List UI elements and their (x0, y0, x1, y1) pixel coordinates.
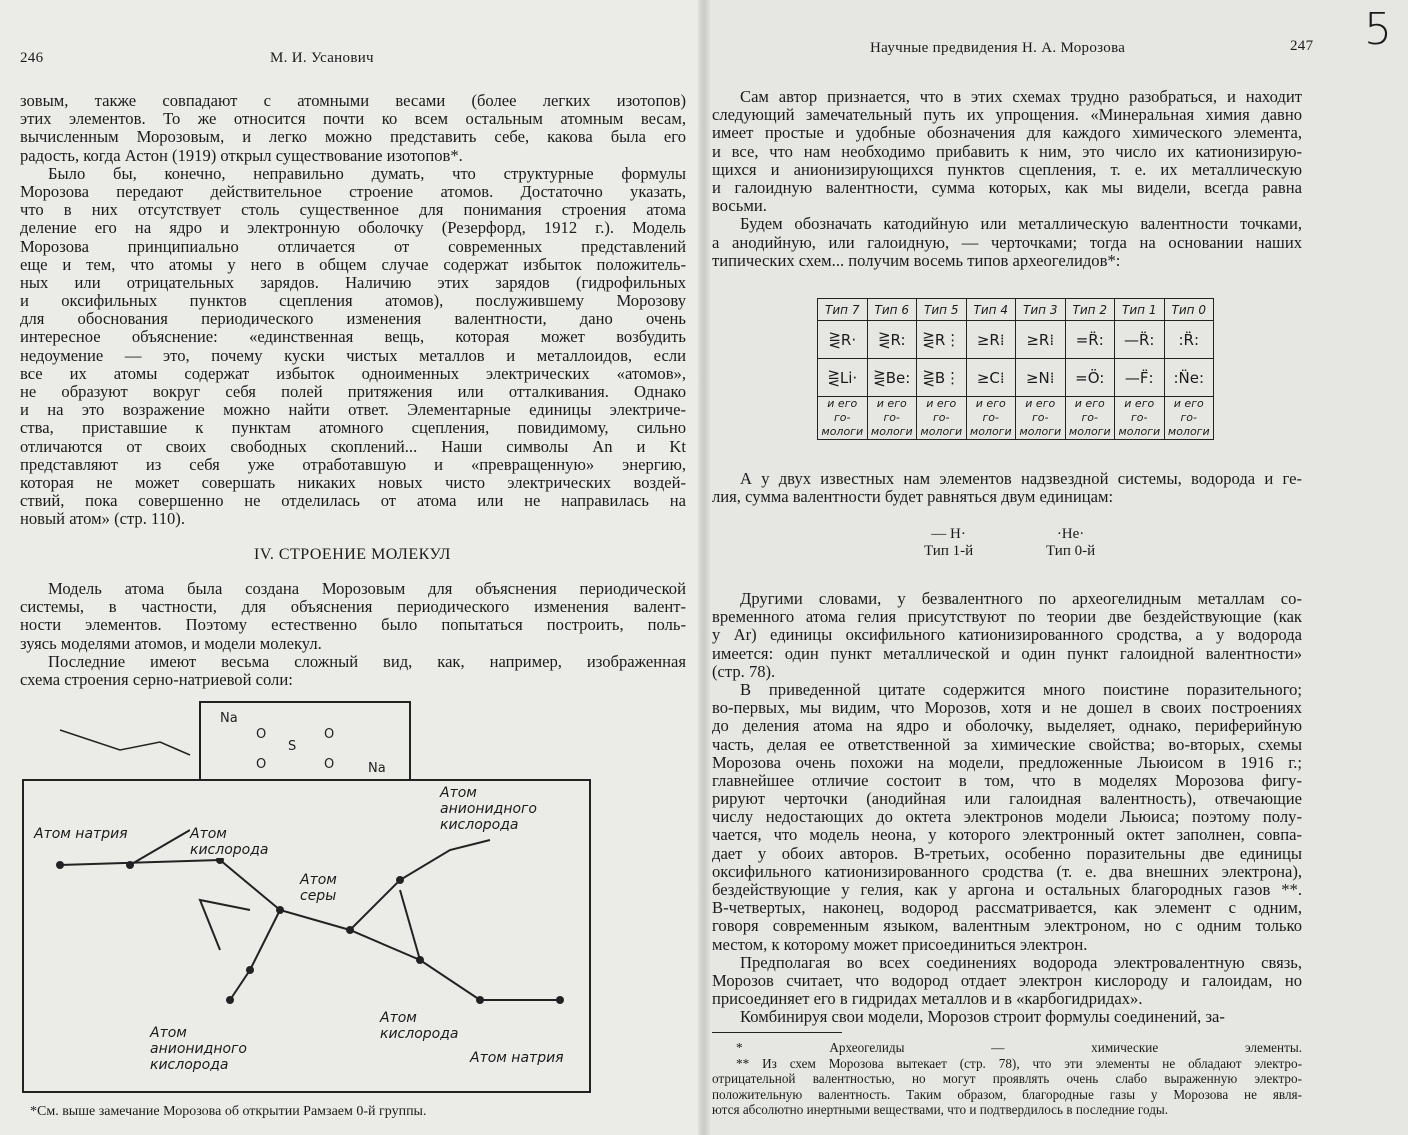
hydrogen-type: Тип 1-й (924, 543, 974, 559)
archeogelide-types-table (817, 298, 1214, 440)
label-anionic-oxygen-atom-2: Атом анионидного кислорода (150, 1025, 260, 1073)
table-cell: ≥N⁞ (1016, 359, 1066, 397)
formula-o: O (256, 727, 267, 742)
text-line: Модель атома была создана Морозовым для объяснения периодической (48, 580, 686, 598)
table-row (818, 299, 1214, 321)
formula-o: O (324, 727, 335, 742)
text-line: Будем обозначать катодийную или металлическую валентности точками, (740, 215, 1302, 234)
text-line: временного атома гелия присутствуют по теории две бездействующие (как (712, 608, 1302, 627)
text-line: Морозова очень похожи на модели, предложенные Льюисом в 1916 г.; (712, 753, 1302, 772)
table-cell: Тип 5 (917, 299, 967, 321)
text-line: А у двух известных нам элементов надзвездной системы, водорода и ге- (740, 470, 1302, 488)
table-cell: Тип 3 (1016, 299, 1066, 321)
table-cell: ⋛Li· (818, 359, 868, 397)
page-number: 246 (20, 50, 44, 66)
text-line: а анодийную, или галоидную, — черточками; тогда на основании наших (712, 233, 1302, 252)
table-row (818, 359, 1214, 397)
table-cell: Тип 7 (818, 299, 868, 321)
text-line: этих элементов. То же относится почти ко всем остальным атомным весам, (20, 110, 686, 129)
text-line: недоумение — это, почему куски чистых металлов и металлоидов, если (20, 346, 686, 365)
formula-o: O (324, 757, 335, 772)
text-line: дает у обоих авторов. В-третьих, особенно поразительны две единицы (712, 844, 1302, 863)
bond-chain (230, 910, 280, 1000)
table-row (818, 321, 1214, 359)
text-line: у Ar) единицы оксифильного катионизированного сродства, а у водорода (712, 626, 1302, 645)
footnote-divider (712, 1032, 842, 1033)
text-line: ности элементов. Поэтому естественно было попытаться построить, поль- (20, 616, 686, 635)
table-cell: ≥R⁞ (966, 321, 1016, 359)
text-line: радость, когда Астон (1919) открыл существование изотопов*. (20, 146, 463, 165)
text-line: В-четвертых, наконец, водород рассматривается, как элемент с одним, (712, 899, 1302, 918)
text-line: ** Из схем Морозова вытекает (стр. 78), что эти элементы не обладают электро- (736, 1055, 1302, 1071)
text-line: не образуют вокруг себя полей притяжения или отталкивания. Однако (20, 383, 686, 401)
text-line: бездействующие у гелия, как у аргона и остальных благородных газов **. (712, 881, 1302, 899)
helium-type: Тип 0-й (1046, 543, 1096, 559)
text-line: восьми. (712, 197, 767, 216)
text-line: схема строения серно-натриевой соли: (20, 670, 293, 689)
page-number: 247 (1290, 38, 1314, 54)
helium-formula (1046, 526, 1095, 560)
text-line: вычисленным Морозовым, и легко можно представить себе, какова была его (20, 128, 686, 147)
text-line: Последние имеют весьма сложный вид, как, например, изображенная (48, 652, 686, 671)
table-cell: =Ö: (1065, 359, 1115, 397)
table-cell: ⋛R⋮ (917, 321, 967, 359)
text-line: еще и тем, что атомы у него в общем случае содержат избыток положитель- (20, 255, 686, 274)
table-cell: ⋛R· (818, 321, 868, 359)
footnotes (712, 1040, 1302, 1118)
text-line: Морозова передают действительное строение атомов. Достаточно указать, (20, 182, 686, 201)
text-line: В приведенной цитате содержится много поистине поразительного; (740, 680, 1302, 699)
table-cell: Тип 6 (867, 299, 917, 321)
text-line: ства, приставшие к пунктам атомного сцепления, повидимому, сильно (20, 419, 686, 438)
text-line: главнейшее отличие состоит в том, что в моделях Морозова фигу- (712, 771, 1302, 790)
table-cell: ≥C⁞ (966, 359, 1016, 397)
bond-chain (350, 840, 490, 930)
label-oxygen-atom-2: Атом кислорода (380, 1010, 459, 1042)
text-line: Морозов считает, что водород отдает электрон кислороду и галоидам, но (712, 971, 1302, 990)
book-gutter (698, 0, 710, 1135)
text-line: зуясь моделями атомов, и модели молекул. (20, 634, 322, 653)
text-line: Морозова принципиально отличается от современных представлений (20, 237, 686, 256)
text-line: и галоидную валентности, сумма которых, как мы видели, всегда равна (712, 178, 1302, 197)
table-cell: Тип 4 (966, 299, 1016, 321)
section-heading: IV. СТРОЕНИЕ МОЛЕКУЛ (254, 546, 451, 563)
text-line: говоря современным языком, валентным электроном, но с одним только (712, 917, 1302, 936)
text-line: имеется: один пункт металлической и один пункт галоидной валентности» (712, 644, 1302, 663)
text-line: местом, к которому может присоединиться электрон. (712, 935, 1088, 954)
text-line: отличаются от своих свободных скоплений... Наши символы An и Kt (20, 437, 686, 456)
text-line: следующий замечательный путь их упрощения. «Минеральная химия давно (712, 106, 1302, 125)
running-head: М. И. Усанович (270, 50, 374, 66)
helium-symbol: ·He· (1056, 526, 1085, 542)
label-oxygen-atom: Атом кислорода (190, 826, 269, 858)
body-text-1 (20, 92, 686, 529)
table-cell: ⋛Be: (867, 359, 917, 397)
formula-na: Na (220, 711, 238, 726)
table-cell: и его го-мологи (917, 397, 967, 440)
table-cell: Тип 2 (1065, 299, 1115, 321)
hydrogen-formula (924, 526, 973, 560)
table-cell: ⋛R: (867, 321, 917, 359)
table-cell: и его го-мологи (867, 397, 917, 440)
body-text-2 (712, 470, 1302, 506)
text-line: которая не может совершать никаких новых чисто электрических воздей- (20, 473, 686, 492)
text-line: отрицательной валентностью, но могут проявлять очень слабо выраженную электро- (712, 1071, 1302, 1086)
bond-chain (200, 900, 250, 950)
right-page (704, 0, 1408, 1135)
text-line: во-первых, мы видим, что Морозов, хотя и не дошел в своих построениях (712, 699, 1302, 718)
table-cell: —R̈: (1115, 321, 1165, 359)
text-line: (стр. 78). (712, 662, 776, 681)
table-cell: ≥R⁞ (1016, 321, 1066, 359)
text-line: ствий, пока совершенно не отделилась от атома или не направилась на (20, 492, 686, 511)
text-line: Другими словами, у безвалентного по археогелидным металлам со- (740, 590, 1302, 608)
table-cell: —F̈: (1115, 359, 1165, 397)
text-line: присоединяет его в гидридах металлов и в «карбогидридах». (712, 990, 1143, 1009)
text-line: Предполагая во всех соединениях водорода электровалентную связь, (740, 953, 1302, 972)
text-line: новый атом» (стр. 110). (20, 510, 185, 529)
text-line: до деления атома на ядро и оболочку, выделяет, однако, периферийную (712, 717, 1302, 736)
text-line: рируют черточки (анодийная или галоидная валентность), отвечающие (712, 790, 1302, 809)
table-cell: =R̈: (1065, 321, 1115, 359)
text-line: Сам автор признается, что в этих схемах трудно разобраться, и находит (740, 88, 1302, 106)
body-text-3 (712, 590, 1302, 1027)
label-anionic-oxygen-atom: Атом анионидного кислорода (440, 785, 555, 833)
text-line: щихся и анионизирующихся пунктов сцепления, т. е. их металлическую (712, 160, 1302, 179)
text-line: и все, что нам необходимо прибавить к ним, это число их катионизирую- (712, 142, 1302, 161)
text-line: оксифильного катионизированного сродства (т. е. два внешних электрона), (712, 862, 1302, 881)
table-cell: и его го-мологи (1115, 397, 1165, 440)
table-cell: Тип 0 (1164, 299, 1214, 321)
table-cell: и его го-мологи (966, 397, 1016, 440)
text-line: имеет простые и удобные обозначения для каждого химического элемента, (712, 124, 1302, 143)
text-line: деление его на ядро и электронную оболочку (Резерфорд, 1912 г.). Модель (20, 219, 686, 238)
text-line: ных или отрицательных зарядов. Наличию этих зарядов (гидрофильных (20, 273, 686, 292)
table-cell: и его го-мологи (1164, 397, 1214, 440)
handwritten-mark: 5 (1364, 4, 1393, 55)
text-line: и оксифильных пунктов сцепления атомов), послужившему Морозову (20, 292, 686, 311)
hydrogen-symbol: — H· (931, 526, 966, 542)
text-line: системы, в частности, для объяснения периодического изменения валент- (20, 598, 686, 617)
table-row (818, 397, 1214, 440)
table-cell: и его го-мологи (1016, 397, 1066, 440)
text-line: и на это возражение можно найти ответ. Элементарные единицы электриче- (20, 401, 686, 420)
text-line: что в них отсутствует столь существенное для понимания строения атома (20, 201, 686, 220)
text-line: лия, сумма валентности будет равняться двум единицам: (712, 488, 1114, 507)
text-line: Комбинируя свои модели, Морозов строит формулы соединений, за- (740, 1008, 1225, 1027)
text-line: чается, что модель неона, у которого электронный октет заполнен, совпа- (712, 826, 1302, 845)
label-sodium-atom: Атом натрия (34, 826, 144, 842)
table-cell: и его го-мологи (818, 397, 868, 440)
formula-s: S (288, 739, 297, 754)
footnote: *См. выше замечание Морозова об открытии Рамзаем 0-й группы. (30, 1104, 427, 1119)
body-text-1 (712, 88, 1302, 270)
table-cell: и его го-мологи (1065, 397, 1115, 440)
text-line: интересное объяснение: «единственная вещь, которая может возбудить (20, 328, 686, 347)
formula-na: Na (368, 761, 386, 776)
table-cell: ⋛B⋮ (917, 359, 967, 397)
text-line: для обоснования периодического изменения валентности, дано очень (20, 310, 686, 329)
table-cell: Тип 1 (1115, 299, 1165, 321)
text-line: представляют из себя уже отработавшую и «превращенную» энергию, (20, 455, 686, 474)
text-line: Было бы, конечно, неправильно думать, что структурные формулы (48, 164, 686, 183)
label-sodium-atom-2: Атом натрия (470, 1050, 570, 1066)
bond-chain (400, 890, 420, 960)
text-line: зовым, также совпадают с атомными весами (более легких изотопов) (20, 92, 686, 110)
text-line: * Археогелиды — химические элементы. (736, 1040, 1302, 1055)
running-head: Научные предвидения Н. А. Морозова (870, 40, 1126, 56)
text-line: положительную валентность. Таким образом, благородные газы у Морозова не явля- (712, 1086, 1302, 1102)
label-sulfur-atom: Атом серы (300, 872, 360, 904)
text-line: часть, делая ее ответственной за химические свойства; во-вторых, схемы (712, 735, 1302, 754)
table-cell: :R̈: (1164, 321, 1214, 359)
text-line: все их атомы содержат избыток одноименных электрических «атомов», (20, 364, 686, 383)
body-text-2 (20, 580, 686, 689)
inset-bonds (60, 730, 190, 755)
table-cell: :N̈e: (1164, 359, 1214, 397)
text-line: типических схем... получим восемь типов археогелидов*: (712, 251, 1121, 270)
text-line: ются абсолютно инертными веществами, что и подтвердилось в последние годы. (712, 1102, 1169, 1117)
formula-o: O (256, 757, 267, 772)
text-line: числу недостающих до октета электронов модели Льюиса; поэтому полу- (712, 808, 1302, 827)
